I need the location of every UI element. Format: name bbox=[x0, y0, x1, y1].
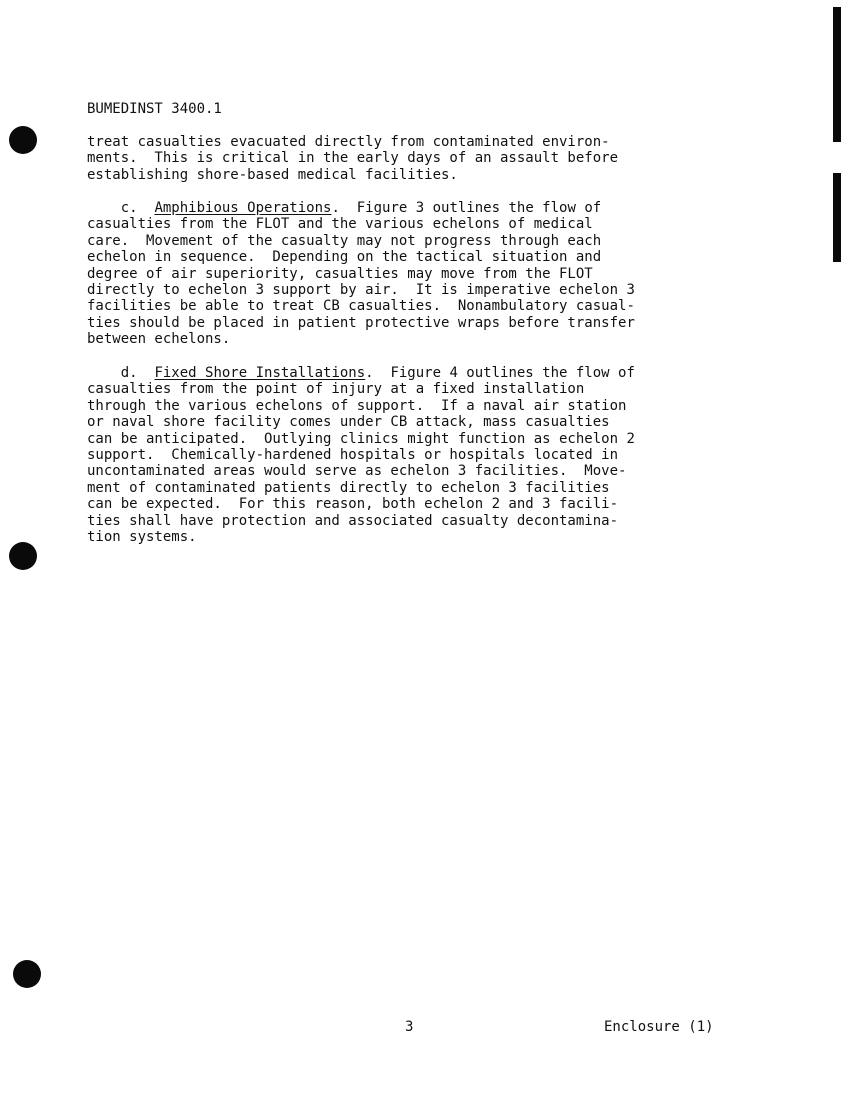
punch-hole-bottom bbox=[13, 960, 41, 988]
text-line: directly to echelon 3 support by air. It is imperative echelon 3 bbox=[87, 281, 635, 298]
text-line: between echelons. bbox=[87, 331, 231, 348]
text-line: ties shall have protection and associated casualty decontamina- bbox=[87, 512, 619, 529]
text-line: establishing shore-based medical facilities. bbox=[87, 166, 458, 183]
text-line: can be anticipated. Outlying clinics might function as echelon 2 bbox=[87, 430, 635, 447]
punch-hole-top bbox=[9, 126, 37, 154]
text-line: through the various echelons of support. If a naval air station bbox=[87, 397, 627, 414]
paragraph-d-first-line bbox=[87, 365, 747, 381]
text-line: ments. This is critical in the early days of an assault before bbox=[87, 150, 619, 167]
text-line: facilities be able to treat CB casualties. Nonambulatory casual- bbox=[87, 298, 635, 315]
paragraph-c-first-line bbox=[87, 200, 747, 216]
text-line: ties should be placed in patient protective wraps before transfer bbox=[87, 314, 635, 331]
paragraph-d-first-line-rest: . Figure 4 outlines the flow of bbox=[365, 365, 635, 381]
paragraph-c-first-line-rest: . Figure 3 outlines the flow of bbox=[331, 200, 602, 216]
text-line: tion systems. bbox=[87, 528, 197, 545]
text-line: casualties from the FLOT and the various echelons of medical bbox=[87, 216, 593, 233]
document-header: BUMEDINST 3400.1 bbox=[87, 101, 222, 117]
text-line: uncontaminated areas would serve as echelon 3 facilities. Move- bbox=[87, 463, 627, 480]
enclosure-label: Enclosure (1) bbox=[604, 1019, 714, 1035]
text-line: casualties from the point of injury at a fixed installation bbox=[87, 381, 585, 398]
text-line: treat casualties evacuated directly from contaminated environ- bbox=[87, 134, 610, 150]
text-line: degree of air superiority, casualties may move from the FLOT bbox=[87, 265, 593, 282]
text-line: can be expected. For this reason, both echelon 2 and 3 facili- bbox=[87, 496, 619, 513]
page-number: 3 bbox=[405, 1019, 414, 1035]
change-bar-lower bbox=[833, 173, 841, 262]
paragraph-c-marker: c. bbox=[120, 200, 138, 216]
text-line: echelon in sequence. Depending on the tactical situation and bbox=[87, 249, 602, 266]
text-line: or naval shore facility comes under CB attack, mass casualties bbox=[87, 414, 610, 431]
text-line: support. Chemically-hardened hospitals or hospitals located in bbox=[87, 446, 619, 463]
paragraph-d-marker: d. bbox=[120, 365, 138, 381]
paragraph-intro bbox=[87, 134, 747, 183]
paragraph-c-heading: Amphibious Operations bbox=[154, 200, 332, 216]
paragraph-c-amphibious-operations bbox=[87, 200, 747, 348]
punch-hole-middle bbox=[9, 542, 37, 570]
text-line: ment of contaminated patients directly to echelon 3 facilities bbox=[87, 479, 610, 496]
paragraph-d-heading: Fixed Shore Installations bbox=[154, 365, 366, 381]
paragraph-d-fixed-shore-installations bbox=[87, 365, 747, 545]
change-bar-upper bbox=[833, 7, 841, 142]
text-line: care. Movement of the casualty may not progress through each bbox=[87, 232, 602, 249]
